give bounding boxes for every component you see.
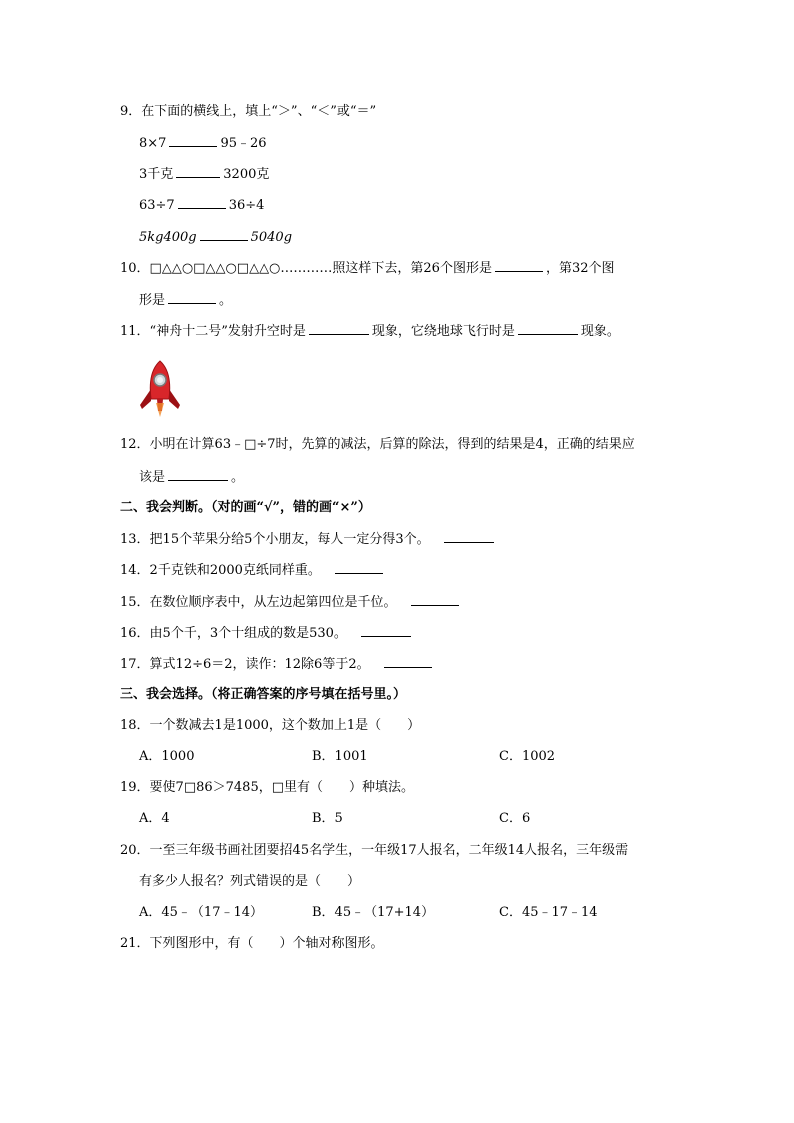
rocket-image bbox=[136, 359, 184, 419]
q16-text: 16．由5个千，3个十组成的数是530。 bbox=[120, 626, 347, 641]
q9-row-1-blank[interactable] bbox=[169, 134, 217, 147]
q9-row-1-right: 95﹣26 bbox=[220, 136, 267, 151]
q17-text: 17．算式12÷6＝2，读作：12除6等于2。 bbox=[120, 657, 370, 672]
q9-row-2 bbox=[139, 165, 269, 184]
q10-text-1: 10．□△△○□△△○□△△○…………照这样下去，第26个图形是 bbox=[120, 261, 492, 276]
q12-text-2: 该是 bbox=[139, 470, 166, 485]
section-3-heading: 三、我会选择。（将正确答案的序号填在括号里。） bbox=[120, 687, 407, 702]
q12-blank[interactable] bbox=[168, 468, 228, 481]
q18-option-a[interactable]: A．1000 bbox=[139, 749, 195, 764]
q16-blank[interactable] bbox=[361, 624, 411, 637]
q9-row-2-blank[interactable] bbox=[176, 165, 220, 178]
question-17 bbox=[120, 655, 435, 674]
q10-text-4: 。 bbox=[219, 293, 233, 308]
question-15 bbox=[120, 593, 462, 612]
question-20-stem-cont: 有多少人报名？列式错误的是（ ） bbox=[139, 874, 361, 889]
q9-row-3 bbox=[139, 196, 264, 215]
q13-blank[interactable] bbox=[444, 530, 494, 543]
q11-text-1: 11．“神舟十二号”发射升空时是 bbox=[120, 324, 306, 339]
q11-blank-2[interactable] bbox=[518, 322, 578, 335]
q10-text-2: ，第32个图 bbox=[545, 261, 615, 276]
q10-blank-2[interactable] bbox=[168, 291, 216, 304]
q9-row-2-right: 3200克 bbox=[223, 167, 270, 182]
q17-blank[interactable] bbox=[384, 655, 432, 668]
q20-option-b[interactable]: B．45﹣（17+14） bbox=[312, 905, 435, 920]
q11-text-2: 现象，它绕地球飞行时是 bbox=[371, 324, 515, 339]
q9-row-1-left: 8×7 bbox=[139, 136, 167, 151]
question-9-stem: 9．在下面的横线上，填上“＞”、“＜”或“＝” bbox=[120, 104, 377, 119]
q9-row-4-right: 5040g bbox=[250, 230, 293, 245]
question-12-cont bbox=[139, 468, 244, 487]
q11-text-3: 现象。 bbox=[580, 324, 620, 339]
question-13 bbox=[120, 530, 497, 549]
q9-row-2-left: 3千克 bbox=[139, 167, 174, 182]
question-20-stem: 20．一至三年级书画社团要招45名学生，一年级17人报名，二年级14人报名，三年级需 bbox=[120, 843, 629, 858]
q14-blank[interactable] bbox=[335, 561, 383, 574]
q9-row-1 bbox=[139, 134, 267, 153]
q20-option-a[interactable]: A．45﹣（17﹣14） bbox=[139, 905, 264, 920]
q9-row-4 bbox=[139, 228, 292, 247]
question-21-stem: 21．下列图形中，有（ ）个轴对称图形。 bbox=[120, 936, 384, 951]
question-10-cont bbox=[139, 291, 232, 310]
q9-row-4-left: 5kg400g bbox=[139, 230, 197, 245]
question-12: 12．小明在计算63﹣□÷7时，先算的减法，后算的除法，得到的结果是4，正确的结果应 bbox=[120, 437, 635, 452]
q18-option-c[interactable]: C．1002 bbox=[499, 749, 556, 764]
q19-option-b[interactable]: B．5 bbox=[312, 811, 343, 826]
q20-option-c[interactable]: C．45﹣17﹣14 bbox=[499, 905, 598, 920]
q12-text-3: 。 bbox=[231, 470, 245, 485]
q15-text: 15．在数位顺序表中，从左边起第四位是千位。 bbox=[120, 595, 397, 610]
section-2-heading: 二、我会判断。（对的画“√”，错的画“×”） bbox=[120, 500, 371, 515]
q18-option-b[interactable]: B．1001 bbox=[312, 749, 368, 764]
q9-row-3-right: 36÷4 bbox=[228, 198, 265, 213]
q14-text: 14．2千克铁和2000克纸同样重。 bbox=[120, 563, 321, 578]
q11-blank-1[interactable] bbox=[309, 322, 369, 335]
question-19-stem: 19．要使7□86＞7485，□里有（ ）种填法。 bbox=[120, 780, 415, 795]
q19-option-a[interactable]: A．4 bbox=[139, 811, 170, 826]
q10-text-3: 形是 bbox=[139, 293, 166, 308]
q9-row-3-left: 63÷7 bbox=[139, 198, 175, 213]
q10-blank-1[interactable] bbox=[495, 259, 543, 272]
q9-row-3-blank[interactable] bbox=[178, 196, 226, 209]
question-11 bbox=[120, 322, 620, 341]
question-18-stem: 18．一个数减去1是1000，这个数加上1是（ ） bbox=[120, 718, 421, 733]
q13-text: 13．把15个苹果分给5个小朋友，每人一定分得3个。 bbox=[120, 532, 430, 547]
question-16 bbox=[120, 624, 414, 643]
question-10 bbox=[120, 259, 615, 278]
q9-row-4-blank[interactable] bbox=[200, 228, 248, 241]
q15-blank[interactable] bbox=[411, 593, 459, 606]
question-14 bbox=[120, 561, 386, 580]
q19-option-c[interactable]: C．6 bbox=[499, 811, 531, 826]
